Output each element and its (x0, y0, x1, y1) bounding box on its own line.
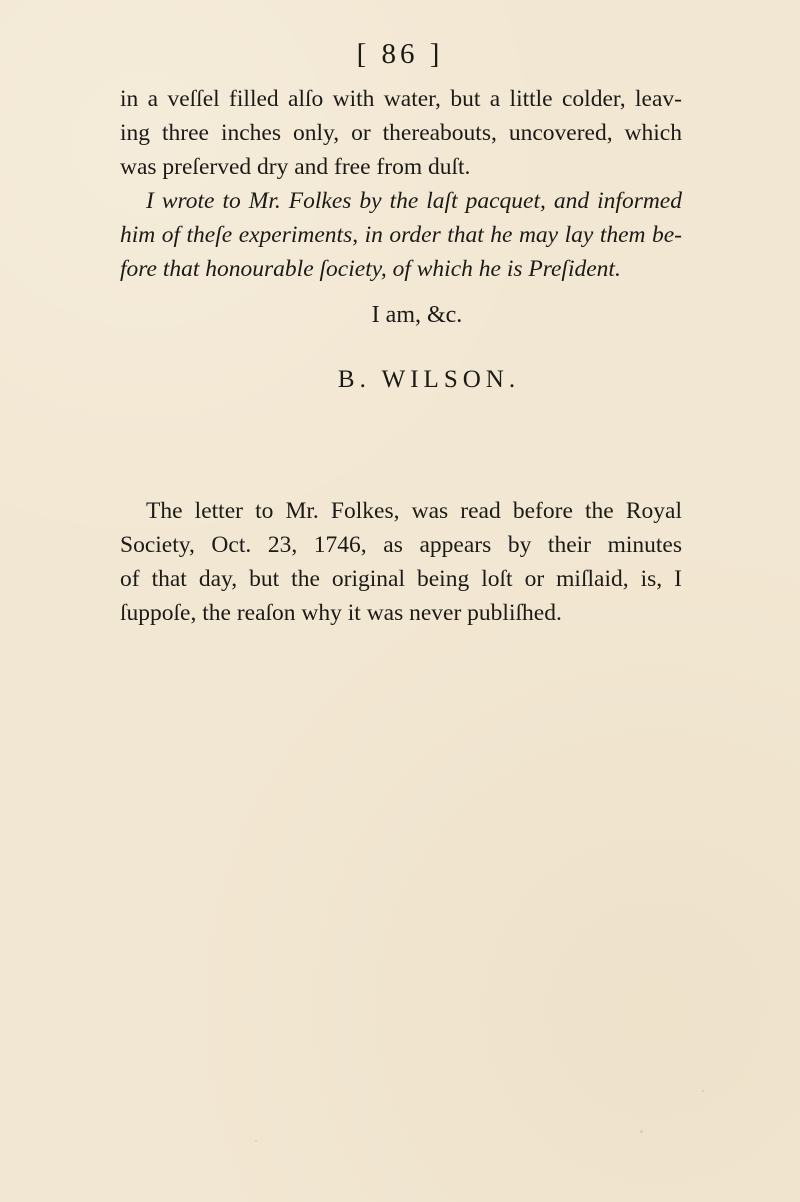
body-line-2: ing three inches only, or thereabouts, uncovered, which (120, 120, 682, 146)
paper-speck (640, 1130, 643, 1133)
body-line-6: fore that honourable ſociety, of which he is Preſident. (120, 256, 621, 282)
note-line-3: of that day, but the original being loſt or miſlaid, is, I (120, 566, 682, 592)
body-line-5: him of theſe experiments, in order that he may lay them be- (120, 222, 682, 248)
body-line-4: I wrote to Mr. Folkes by the laſt pacquet, and informed (146, 188, 682, 214)
paper-speck (255, 1140, 257, 1142)
note-line-2: Society, Oct. 23, 1746, as appears by their minutes (120, 532, 682, 558)
page-number: [ 86 ] (356, 38, 444, 70)
body-line-1: in a veſſel filled alſo with water, but a little colder, leav- (120, 86, 682, 112)
closing-line: I am, &c. (371, 302, 463, 328)
paper-speck (702, 1090, 704, 1092)
body-line-3: was preſerved dry and free from duſt. (120, 154, 471, 180)
signature: B. WILSON. (337, 366, 521, 393)
note-line-4: ſuppoſe, the reaſon why it was never publiſhed. (120, 600, 562, 626)
note-line-1: The letter to Mr. Folkes, was read before the Royal (146, 498, 682, 524)
